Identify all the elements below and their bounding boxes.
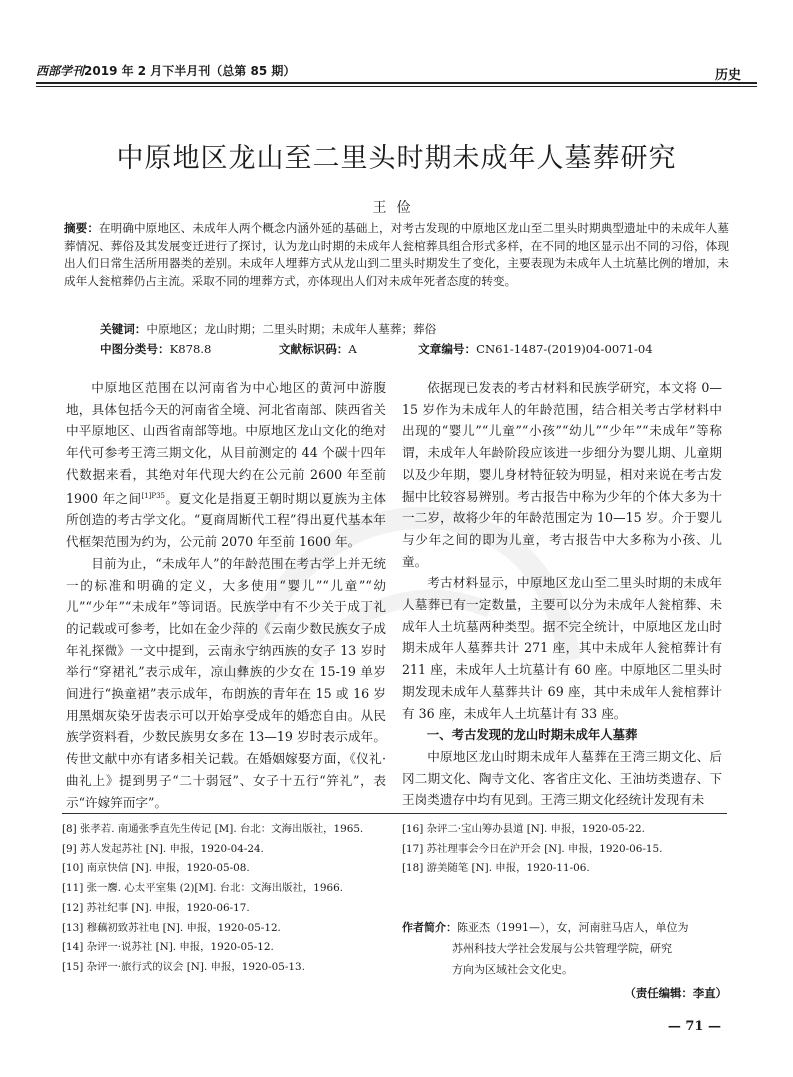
paragraph: 考古材料显示，中原地区龙山至二里头时期的未成年人墓葬已有一定数量，主要可以分为未成年人瓮棺葬、未成年人土坑墓两种类型。据不完全统计，中原地区龙山时期未成年人墓葬共计 271 座，其中未成年人瓮棺葬计有 211 座，未成年人土坑墓计有 60 座。中原地区二里头时期发现未成年人墓葬共计 69 座，其中未成年人瓮棺葬计有 36 座，未成年人土坑墓计有 33 座。 [402,575,722,721]
abstract-label: 摘要： [64,221,100,235]
references-right [402,820,732,879]
bio-label: 作者简介： [402,921,457,934]
article-title: 中原地区龙山至二里头时期未成年人墓葬研究 [116,143,677,174]
paragraph: 中原地区龙山时期未成年人墓葬在王湾三期文化、后冈二期文化、陶寺文化、客省庄文化、王油坊类遗存、下王岗类遗存中均有见到。王湾三期文化经统计发现有未 [402,748,722,808]
paragraph: 目前为止，“未成年人”的年龄范围在考古学上并无统一的标准和明确的定义，大多使用“婴儿”“儿童”“幼儿”“少年”“未成年”等词语。民族学中有不少关于成丁礼的记载或可参考，比如在金少萍的《云南少数民族女子成年礼探微》一文中提到，云南永宁纳西族的女子 13 岁时举行“穿裙礼”表示成年，凉山彝族的少女在 15-19 单岁间进行“换童裙”表示成年，布朗族的青年在 15 或 16 岁用黑烟灰染牙齿表示可以开始享受成年的婚恋自由。从民族学资料看，少数民族男女多在 13—19 岁时表示成年。传世文献中亦有诸多相关记载。在婚姻嫁娶方面，《仪礼·曲礼上》提到男子“二十弱冠”、女子十五行“笄礼”，表示“许嫁笄而字”。 [66,555,386,810]
paragraph: 依据现已发表的考古材料和民族学研究，本文将 0—15 岁作为未成年人的年龄范围，结合相关考古学材料中出现的“婴儿”“儿童”“小孩”“幼儿”“少年”“未成年”等称谓，未成年人年龄阶段应该进一步细分为婴儿期、儿童期以及少年期，婴儿身材特征较为明显，相对来说在考古发掘中比较容易辨别。考古报告中称为少年的个体大多为十一二岁，故将少年的年龄范围定为 10—15 岁。介于婴儿与少年之间的即为儿童，考古报告中大多称为小孩、儿童。 [402,380,722,569]
responsible-editor: （责任编辑：李直） [624,986,727,1000]
journal-header [36,62,295,79]
article-author: 王俭 [372,200,421,216]
header-rule [36,82,757,84]
keywords-text: 中原地区；龙山时期；二里头时期；未成年人墓葬；葬俗 [146,322,437,336]
bio-line: 陈亚杰（1991—），女，河南驻马店人，单位为 [457,921,689,934]
doc-code-label: 文献标识码： [278,342,349,356]
reference-item: [16] 杂评二·宝山筹办县道 [N]. 申报，1920-05-22. [402,823,645,835]
reference-item: [18] 游美随笔 [N]. 申报，1920-11-06. [402,862,590,875]
paragraph-text: 中原地区范围在以河南省为中心地区的黄河中游腹地，具体包括今天的河南省全境、河北省南部、陕西省关中平原地区、山西省南部等地。中原地区龙山文化的绝对年代可参考王湾三期文化，从目前测定的 44 个碳十四年代数据来看，其绝对年代现大约在公元前 2600 年至前 1900 年之间 [66,380,386,506]
reference-item: [10] 南京快信 [N]. 申报，1920-05-08. [62,862,250,875]
body-column-left [66,377,386,813]
paragraph-text: 。夏文化是指夏王朝时期以夏族为主体所创造的考古学文化。“夏商周断代工程”得出夏代基本年代框架范围为约为，公元前 2070 年至前 1600 年。 [66,490,387,550]
citation-ref: [1]P35 [141,491,166,500]
footnote-rule [62,813,727,814]
keywords-label: 关键词： [100,322,147,336]
bio-line: 苏州科技大学社会发展与公共管理学院，研究 [452,942,672,955]
doc-code-value: A [348,342,357,356]
paragraph [66,377,386,553]
page-number: — 71 — [667,1019,721,1034]
body-column-right [402,377,722,811]
reference-item: [11] 张一麐. 心太平室集 (2)[M]. 台北：文海出版社，1966. [62,882,343,895]
header-rule-thin [36,86,757,87]
reference-item: [12] 苏社纪事 [N]. 申报，1920-06-17. [62,901,250,914]
keywords [100,321,436,337]
bio-line: 方向为区域社会文化史。 [452,963,573,976]
reference-item: [14] 杂评一·说苏社 [N]. 申报，1920-05-12. [62,941,274,954]
reference-item: [13] 穆藕初致苏社电 [N]. 申报，1920-05-12. [62,921,281,934]
abstract-text: 在明确中原地区、未成年人两个概念内涵外延的基础上，对考古发现的中原地区龙山至二里头时期典型遗址中的未成年人墓葬情况、葬俗及其发展变迁进行了探讨，认为龙山时期的未成年人瓮棺葬具组合形式多样，在不同的地区显示出不同的习俗，体现出人们日常生活所用器类的差别。未成年人埋葬方式从龙山到二里头时期发生了变化，主要表现为未成年人土坑墓比例的增加，未成年人瓮棺葬仍占主流。采取不同的埋葬方式，亦体现出人们对未成年死者态度的转变。 [64,221,729,288]
journal-issue: 2019 年 2 月下半月刊（总第 85 期） [84,64,296,78]
abstract [64,220,729,290]
section-heading: 一、考古发现的龙山时期未成年人墓葬 [426,727,638,743]
reference-item: [9] 苏人发起苏社 [N]. 申报，1920-04-24. [62,842,264,855]
references-left [62,820,407,978]
section-label: 历史 [714,68,741,83]
journal-name: 西部学刊 [36,64,85,78]
clc-value: K878.8 [169,342,212,356]
article-no-label: 文章编号： [418,342,477,356]
reference-item: [15] 杂评一·旅行式的议会 [N]. 申报，1920-05-13. [62,960,305,973]
classification-line [100,341,720,357]
article-no-value: CN61-1487-(2019)04-0071-04 [476,342,653,356]
reference-item: [8] 张孝若. 南通张季直先生传记 [M]. 台北：文海出版社，1965. [62,823,364,835]
author-bio [402,917,732,980]
clc-label: 中图分类号： [100,342,170,356]
reference-item: [17] 苏社理事会今日在沪开会 [N]. 申报，1920-06-15. [402,842,663,855]
